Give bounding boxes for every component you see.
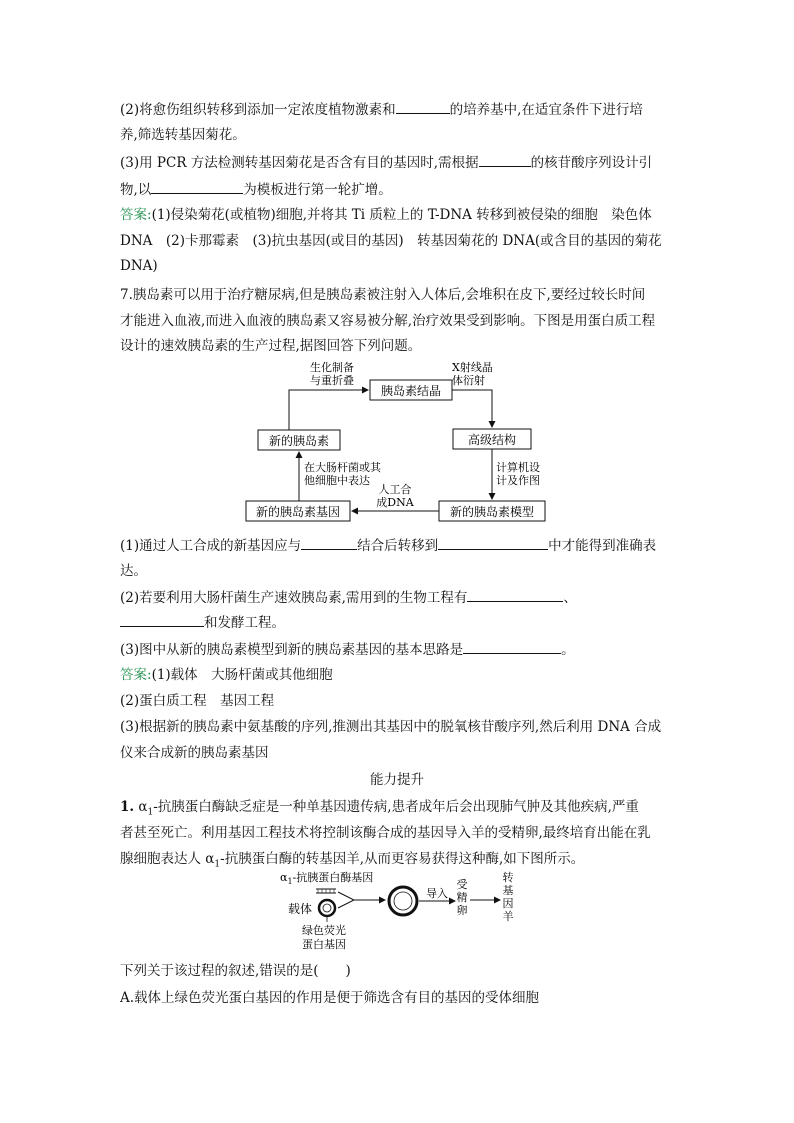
q7-answer-line2	[120, 692, 274, 710]
egg-label-3: 卵	[456, 904, 468, 917]
q6-answer-line2	[120, 232, 662, 250]
sheep-label-2: 基	[502, 884, 514, 897]
text: DNA)	[120, 258, 158, 274]
label-other-cells: 他细胞中表达	[304, 474, 370, 487]
text: 达。	[120, 563, 147, 579]
q6-answer-line1	[120, 206, 652, 224]
label-ecoli-expression: 在大肠杆菌或其	[304, 461, 381, 474]
q7-part1-line2	[120, 562, 147, 580]
text: 。	[561, 642, 575, 658]
sheep-label-1: 转	[502, 871, 514, 884]
gene-label: $\alpha_1-$抗胰蛋白酶基因	[280, 871, 374, 886]
answer-blank	[151, 180, 243, 194]
merge-lines	[338, 892, 354, 908]
text: 养,筛选转基因菊花。	[120, 127, 246, 143]
text: α	[138, 799, 148, 815]
gfp-label-2: 蛋白基因	[302, 938, 346, 951]
text: -抗胰蛋白酶缺乏症是一种单基因遗传病,患者成年后会出现肺气肿及其他疾病,严重	[153, 799, 639, 815]
q6-answer-line3	[120, 257, 158, 275]
gfp-label-1: 绿色荧光	[302, 924, 346, 937]
subscript: 1	[214, 859, 221, 870]
text: 者甚至死亡。利用基因工程技术将控制该酶合成的基因导入羊的受精卵,最终培育出能在乳	[120, 825, 651, 841]
answer-label: 答案:	[120, 667, 152, 683]
import-label: 导入	[426, 887, 448, 900]
q1-question	[120, 962, 351, 980]
sheep-label-4: 羊	[502, 910, 514, 923]
answer-blank	[120, 613, 204, 627]
text: 为模板进行第一轮扩增。	[243, 182, 392, 198]
text: 的核苷酸序列设计引	[530, 155, 653, 171]
text: (3)图中从新的胰岛素模型到新的胰岛素基因的基本思路是	[120, 642, 464, 658]
answer-blank	[301, 536, 357, 550]
q7-answer-line3	[120, 718, 661, 736]
text: 物,以	[120, 182, 152, 198]
q7-part1-line1	[120, 536, 656, 555]
text: 结合后转移到	[357, 538, 439, 554]
label-biochem-prep: 生化制备	[310, 361, 354, 374]
q6-part3-line1	[120, 153, 652, 172]
plasmid-icon	[319, 900, 335, 916]
label-insulin-crystal: 胰岛素结晶	[380, 384, 442, 398]
text: 腺细胞表达人 α	[120, 851, 215, 867]
sheep-label-3: 因	[502, 897, 514, 910]
text: A.载体上绿色荧光蛋白基因的作用是便于筛选含有目的基因的受体细胞	[120, 990, 540, 1006]
text: 才能进入血液,而进入血液的胰岛素又容易被分解,治疗效果受到影响。下图是用蛋白质工程	[120, 313, 656, 329]
q6-part2-line1	[120, 100, 643, 119]
text: 中才能得到准确表	[548, 538, 657, 554]
label-artificial-synthesis: 人工合	[378, 483, 412, 496]
q7-part2-line1	[120, 588, 577, 607]
section-title: 能力提升	[370, 772, 424, 788]
answer-blank	[463, 640, 561, 654]
q6-part2-line2	[120, 126, 246, 144]
label-refolding: 与重折叠	[310, 374, 354, 387]
text: 、	[563, 590, 577, 606]
text: (1)侵染菊花(或植物)细胞,并将其 Ti 质粒上的 T-DNA 转移到被侵染的细胞 染色体	[151, 207, 652, 223]
text: 仪来合成新的胰岛素基因	[120, 745, 269, 761]
q7-stem-line2	[120, 312, 655, 330]
text: (3)用 PCR 方法检测转基因菊花是否含有目的基因时,需根据	[120, 155, 479, 171]
text: 的培养基中,在适宜条件下进行培	[449, 102, 643, 118]
label-new-insulin: 新的胰岛素	[268, 434, 330, 448]
label-higher-structure: 高级结构	[467, 433, 517, 447]
text: 设计的速效胰岛素的生产过程,据图回答下列问题。	[120, 338, 422, 354]
subscript: 1	[147, 807, 154, 818]
text: DNA (2)卡那霉素 (3)抗虫基因(或目的基因) 转基因菊花的 DNA(或含目的基因的菊花	[120, 233, 662, 249]
q1-stem-line1	[120, 798, 639, 822]
egg-label-1: 受	[456, 878, 468, 891]
q7-answer-line1	[120, 666, 333, 684]
answer-blank	[438, 536, 548, 550]
q7-stem-line1	[120, 286, 645, 304]
text: (2)将愈伤组织转移到添加一定浓度植物激素和	[120, 102, 396, 118]
label-dna: 成DNA	[376, 496, 414, 509]
gene-fragment-icon	[316, 889, 336, 893]
q7-part3-line1	[120, 640, 575, 659]
transgenic-sheep-figure	[272, 868, 532, 958]
text: (1)通过人工合成的新基因应与	[120, 538, 302, 554]
q1-option-a	[120, 989, 539, 1007]
text: (2)若要利用大肠杆菌生产速效胰岛素,需用到的生物工程有	[120, 590, 468, 606]
text: 下列关于该过程的叙述,错误的是( )	[120, 963, 351, 979]
answer-blank	[396, 100, 450, 114]
text: (2)蛋白质工程 基因工程	[120, 693, 275, 709]
text: 和发酵工程。	[204, 615, 285, 631]
label-xray: X射线晶	[452, 361, 493, 374]
q7-stem-line3	[120, 337, 421, 355]
insulin-engineering-diagram	[240, 358, 570, 528]
q6-part3-line2	[120, 180, 392, 199]
answer-blank	[479, 153, 531, 167]
label-plotting: 计及作图	[496, 474, 540, 487]
label-diffraction: 体衍射	[452, 374, 485, 387]
text: -抗胰蛋白酶的转基因羊,从而更容易获得这种酶,如下图所示。	[220, 851, 585, 867]
question-number: 1.	[120, 799, 135, 815]
label-computer-design: 计算机设	[496, 461, 540, 474]
answer-blank	[467, 588, 563, 602]
answer-label: 答案:	[120, 207, 152, 223]
text: (3)根据新的胰岛素中氨基酸的序列,推测出其基因中的脱氧核苷酸序列,然后利用 DNA 合成	[120, 719, 662, 735]
vector-label: 载体	[288, 902, 313, 916]
recombinant-plasmid-icon	[389, 887, 417, 915]
q1-stem-line2	[120, 824, 651, 842]
text: 7.胰岛素可以用于治疗糖尿病,但是胰岛素被注射入人体后,会堆积在皮下,要经过较长时间	[120, 287, 646, 303]
egg-label-2: 精	[456, 891, 468, 904]
text: (1)载体 大肠杆菌或其他细胞	[151, 667, 333, 683]
q7-answer-line4	[120, 744, 269, 762]
label-new-insulin-gene: 新的胰岛素基因	[255, 505, 341, 519]
q7-part2-line2	[120, 613, 285, 632]
label-new-insulin-model: 新的胰岛素模型	[449, 505, 535, 519]
arrow-new-to-crystal	[289, 390, 368, 430]
arrow-crystal-to-structure	[452, 390, 492, 427]
